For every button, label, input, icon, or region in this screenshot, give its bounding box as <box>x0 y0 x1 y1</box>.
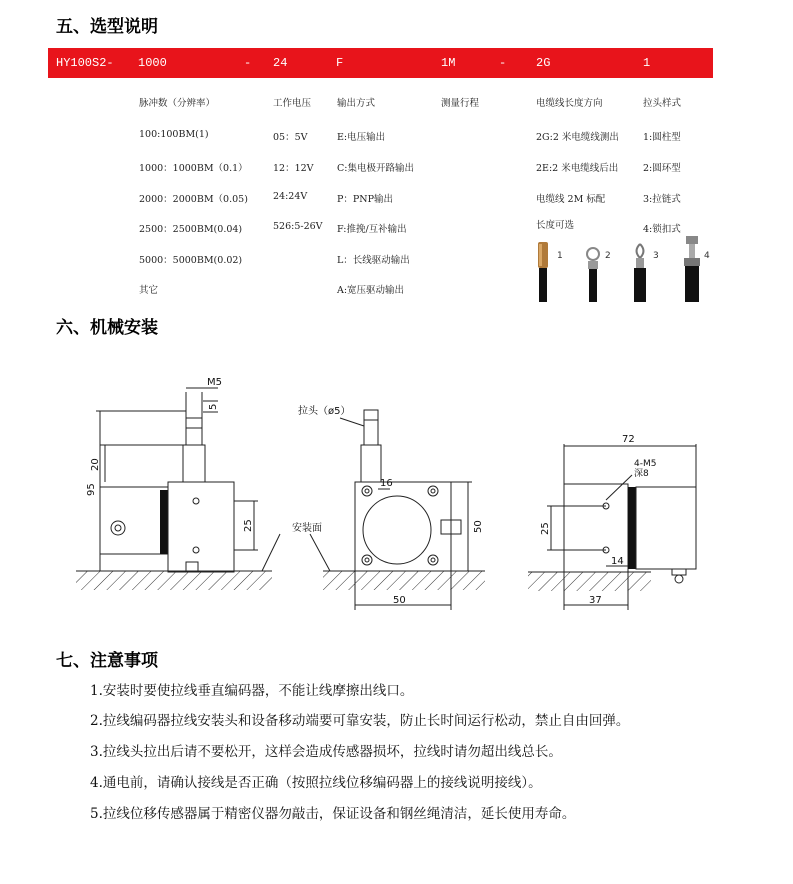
photo-num-3: 3 <box>653 251 659 261</box>
pull-head-cylinder-photo <box>538 242 548 302</box>
dim-50h-text: 50 <box>393 595 406 606</box>
side-view-left <box>96 388 280 572</box>
cable-gland-outer <box>111 521 125 535</box>
output-option: A:宽压驱动输出 <box>337 285 405 296</box>
output-option: F:推挽/互补输出 <box>337 224 407 235</box>
encoder-body-side <box>100 487 168 554</box>
note-item: 2.拉线编码器拉线安装头和设备移动端要可靠安装，防止长时间运行松动，禁止自由回弹。 <box>90 713 630 729</box>
ground-hatch-right <box>528 572 651 591</box>
code-dash-1: - <box>244 56 252 70</box>
pulse-option: 1000：1000BM（0.1） <box>139 163 248 174</box>
dim-14-text: 14 <box>611 556 624 567</box>
dim-depth-text: 深8 <box>634 469 649 479</box>
ground-hatch-middle <box>323 571 485 590</box>
leader-mount-left <box>262 534 280 571</box>
screw-hole <box>193 498 199 504</box>
dim-25-text: 25 <box>243 519 254 532</box>
pulse-option: 2500：2500BM(0.04) <box>139 224 243 235</box>
model-code-bar <box>48 48 713 78</box>
corner-hole <box>362 486 372 496</box>
note-item: 4.通电前，请确认接线是否正确（按照拉线位移编码器上的接线说明接线）。 <box>90 775 542 791</box>
header-pulse: 脉冲数（分辨率） <box>139 98 216 109</box>
section5-title: 五、选型说明 <box>56 17 158 37</box>
corner-hole-inner <box>365 558 369 562</box>
ground-hatch-left <box>76 571 272 590</box>
head-option: 1:圆柱型 <box>643 132 681 143</box>
code-voltage: 24 <box>273 56 288 70</box>
section7-title: 七、注意事项 <box>56 651 158 671</box>
housing-side <box>168 482 234 572</box>
pull-head-photos <box>528 232 718 304</box>
cable-option: 2G:2 米电缆线测出 <box>536 132 619 143</box>
mechanical-drawing <box>0 340 793 630</box>
head-option: 2:圆环型 <box>643 163 681 174</box>
header-head: 拉头样式 <box>643 98 682 109</box>
cable-stub <box>672 569 686 575</box>
code-cable: 2G <box>536 56 551 70</box>
pull-head-lock-photo <box>684 236 700 302</box>
note-item: 3.拉线头拉出后请不要松开，这样会造成传感器损坏，拉线时请勿超出线总长。 <box>90 744 562 760</box>
header-cable: 电缆线长度方向 <box>536 98 603 109</box>
encoder-body-right <box>636 487 696 569</box>
dim-5-text: 5 <box>208 403 219 410</box>
note-item: 1.安装时要使拉线垂直编码器，不能让线摩擦出线口。 <box>90 683 414 699</box>
cable-option: 电缆线 2M 标配 <box>536 194 606 205</box>
mount-face-label: 安装面 <box>292 523 322 534</box>
pull-head-label: 拉头（ø5） <box>298 406 351 417</box>
photo-num-1: 1 <box>557 251 563 261</box>
output-option: P：PNP输出 <box>337 194 393 205</box>
cable-option: 长度可选 <box>536 220 575 231</box>
cable-outlet-tube-front <box>361 445 381 482</box>
code-stroke: 1M <box>441 56 456 70</box>
voltage-option: 24:24V <box>273 191 308 202</box>
head-option: 4:锁扣式 <box>643 224 681 235</box>
head-option: 3:拉链式 <box>643 194 681 205</box>
dim-20-text: 20 <box>90 458 101 471</box>
corner-hole <box>362 555 372 565</box>
note-item: 5.拉线位移传感器属于精密仪器勿敲击，保证设备和钢丝绳清洁，延长使用寿命。 <box>90 806 576 822</box>
photo-num-2: 2 <box>605 251 611 261</box>
voltage-option: 526:5-26V <box>273 221 323 232</box>
pull-head-cylinder <box>186 418 202 445</box>
leader-pull-head <box>340 418 364 426</box>
header-voltage: 工作电压 <box>273 98 312 109</box>
drum-circle <box>363 496 431 564</box>
corner-hole <box>428 555 438 565</box>
output-option: E:电压输出 <box>337 132 386 143</box>
dim-72-text: 72 <box>622 434 635 445</box>
pulse-option: 2000：2000BM（0.05) <box>139 194 248 205</box>
output-option: L：长线驱动输出 <box>337 255 410 266</box>
dim-37-text: 37 <box>589 595 602 606</box>
voltage-option: 12：12V <box>273 163 314 174</box>
corner-hole <box>428 486 438 496</box>
pulse-option: 5000：5000BM(0.02) <box>139 255 243 266</box>
pulse-option: 其它 <box>139 285 159 296</box>
dim-25b-text: 25 <box>540 522 551 535</box>
photo-num-4: 4 <box>704 251 710 261</box>
voltage-option: 05：5V <box>273 132 308 143</box>
dim-50v-text: 50 <box>473 520 484 533</box>
screw-hole <box>193 547 199 553</box>
dim-4m5-text: 4-M5 <box>634 459 657 469</box>
cable-outlet-tube <box>183 445 205 482</box>
encoder-face-band-right <box>628 487 636 569</box>
dim-95-text: 95 <box>86 483 97 496</box>
corner-hole-inner <box>431 489 435 493</box>
leader-mount-middle <box>310 534 330 571</box>
code-head: 1 <box>643 56 651 70</box>
dim-m5-text: M5 <box>207 377 222 388</box>
code-pulse: 1000 <box>138 56 167 70</box>
output-option: C:集电极开路输出 <box>337 163 414 174</box>
pull-head-ring-photo <box>587 248 599 302</box>
encoder-face-band <box>160 490 168 554</box>
cable-gland-inner <box>115 525 121 531</box>
pulse-option: 100:100BM(1) <box>139 129 209 140</box>
cable-end <box>675 575 683 583</box>
pull-head-front <box>364 410 378 445</box>
code-dash-2: - <box>499 56 507 70</box>
code-output: F <box>336 56 344 70</box>
code-series: HY100S2- <box>56 56 114 70</box>
header-stroke: 测量行程 <box>441 98 480 109</box>
header-output: 输出方式 <box>337 98 376 109</box>
dim-16-text: 16 <box>380 478 393 489</box>
section6-title: 六、机械安装 <box>56 318 158 338</box>
corner-hole-inner <box>365 489 369 493</box>
pull-head-chain-photo <box>634 244 646 302</box>
cable-option: 2E:2 米电缆线后出 <box>536 163 619 174</box>
corner-hole-inner <box>431 558 435 562</box>
